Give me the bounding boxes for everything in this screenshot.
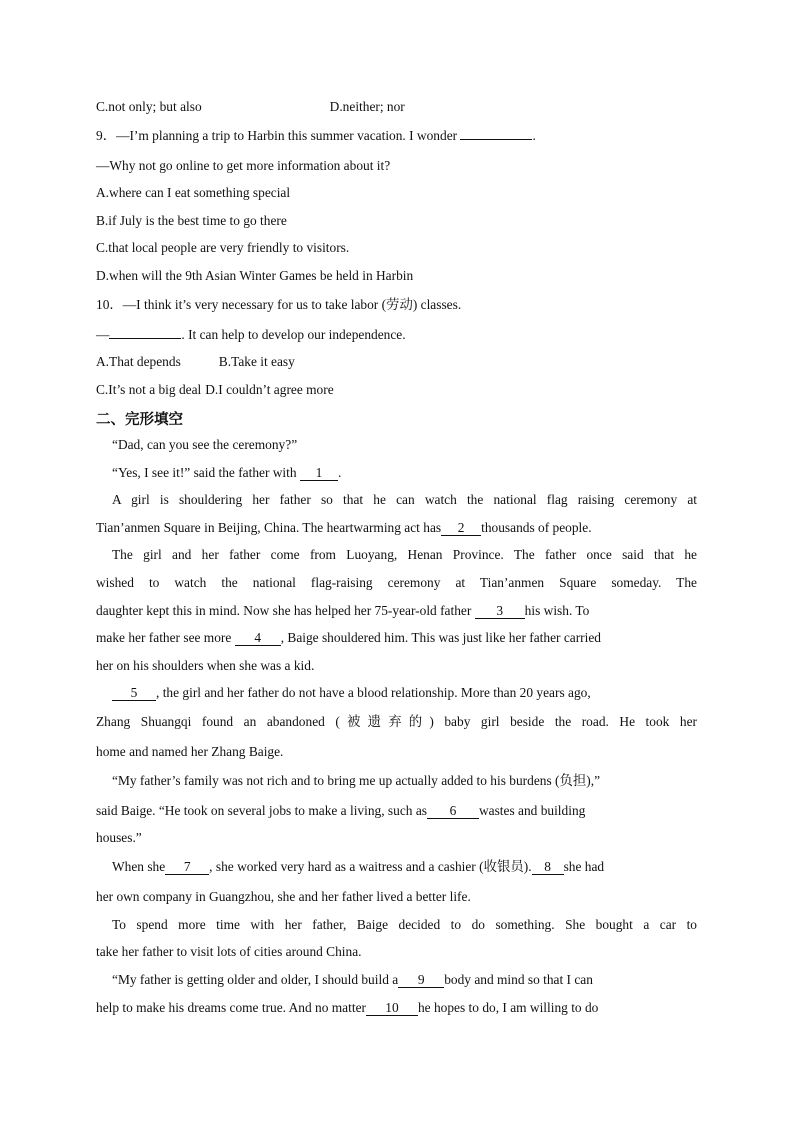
q10-option-a: A.That depends <box>96 354 181 369</box>
q10-options-cd <box>96 381 334 398</box>
cloze-blank-1: 1 <box>300 466 338 481</box>
section-title: 二、完形填空 <box>96 412 183 428</box>
q10-reply: — . It can help to develop our independence. <box>96 327 406 342</box>
passage-line: “My father’s family was not rich and to bring me up actually added to his burdens (负担),” <box>112 773 601 788</box>
cloze-blank-10: 10 <box>366 1001 418 1016</box>
cloze-blank-3: 3 <box>475 604 525 619</box>
q9-option-d: D.when will the 9th Asian Winter Games be held in Harbin <box>96 268 414 283</box>
passage-line: “Dad, can you see the ceremony?” <box>112 437 298 452</box>
passage-line: Zhang Shuangqi found an abandoned (被遗弃的) baby girl beside the road. He took her <box>96 714 697 729</box>
passage-line: The girl and her father come from Luoyang, Henan Province. The father once said that he <box>112 547 697 562</box>
q10-answer-blank <box>109 338 181 339</box>
cloze-blank-4: 4 <box>235 631 281 646</box>
passage-line: take her father to visit lots of cities around China. <box>96 944 362 959</box>
cloze-blank-6: 6 <box>427 804 479 819</box>
q10-option-d: D.I couldn’t agree more <box>205 382 334 397</box>
passage-line: help to make his dreams come true. And no matter 10 he hopes to do, I am willing to do <box>96 1000 599 1015</box>
q10-options-ab <box>96 353 295 370</box>
passage-line: “Yes, I see it!” said the father with 1 . <box>112 465 342 480</box>
q8-option-d: D.neither; nor <box>329 99 405 114</box>
passage-line: A girl is shouldering her father so that he can watch the national flag raising ceremony at <box>112 492 697 507</box>
passage-line: To spend more time with her father, Baige decided to do something. She bought a car to <box>112 917 697 932</box>
cloze-blank-7: 7 <box>165 860 209 875</box>
q9-answer-blank <box>460 139 532 140</box>
q9-option-a: A.where can I eat something special <box>96 185 291 200</box>
passage-line: 5 , the girl and her father do not have a blood relationship. More than 20 years ago, <box>112 684 591 701</box>
passage-line: Tian’anmen Square in Beijing, China. The heartwarming act has 2 thousands of people. <box>96 520 592 535</box>
passage-line: make her father see more 4 , Baige shouldered him. This was just like her father carried <box>96 630 601 645</box>
q9-option-b: B.if July is the best time to go there <box>96 213 287 228</box>
passage-line: her own company in Guangzhou, she and her father lived a better life. <box>96 889 471 904</box>
passage-line: daughter kept this in mind. Now she has helped her 75-year-old father 3 his wish. To <box>96 603 590 618</box>
q8-options-cd <box>96 98 405 115</box>
cloze-blank-8: 8 <box>532 860 564 875</box>
q10-stem: 10．—I think it’s very necessary for us to take labor (劳动) classes. <box>96 297 462 312</box>
cloze-blank-9: 9 <box>398 973 444 988</box>
q9-reply: —Why not go online to get more information about it? <box>96 158 391 173</box>
cloze-blank-2: 2 <box>441 521 481 536</box>
q10-option-c: C.It’s not a big deal <box>96 382 202 397</box>
q9-option-c: C.that local people are very friendly to visitors. <box>96 240 350 255</box>
passage-line: said Baige. “He took on several jobs to make a living, such as 6 wastes and building <box>96 803 586 818</box>
cloze-blank-5: 5 <box>112 686 156 701</box>
passage-line: “My father is getting older and older, I should build a 9 body and mind so that I can <box>112 972 593 987</box>
passage-line: her on his shoulders when she was a kid. <box>96 658 315 673</box>
passage-line: houses.” <box>96 830 142 845</box>
passage-line: When she 7 , she worked very hard as a waitress and a cashier (收银员). 8 she had <box>112 859 605 874</box>
q10-option-b: B.Take it easy <box>218 354 295 369</box>
q8-option-c: C.not only; but also <box>96 99 202 114</box>
passage-line: wished to watch the national flag-raising ceremony at Tian’anmen Square someday. The <box>96 575 697 590</box>
q9-stem: 9．—I’m planning a trip to Harbin this summer vacation. I wonder . <box>96 128 536 143</box>
passage-line: home and named her Zhang Baige. <box>96 744 284 759</box>
